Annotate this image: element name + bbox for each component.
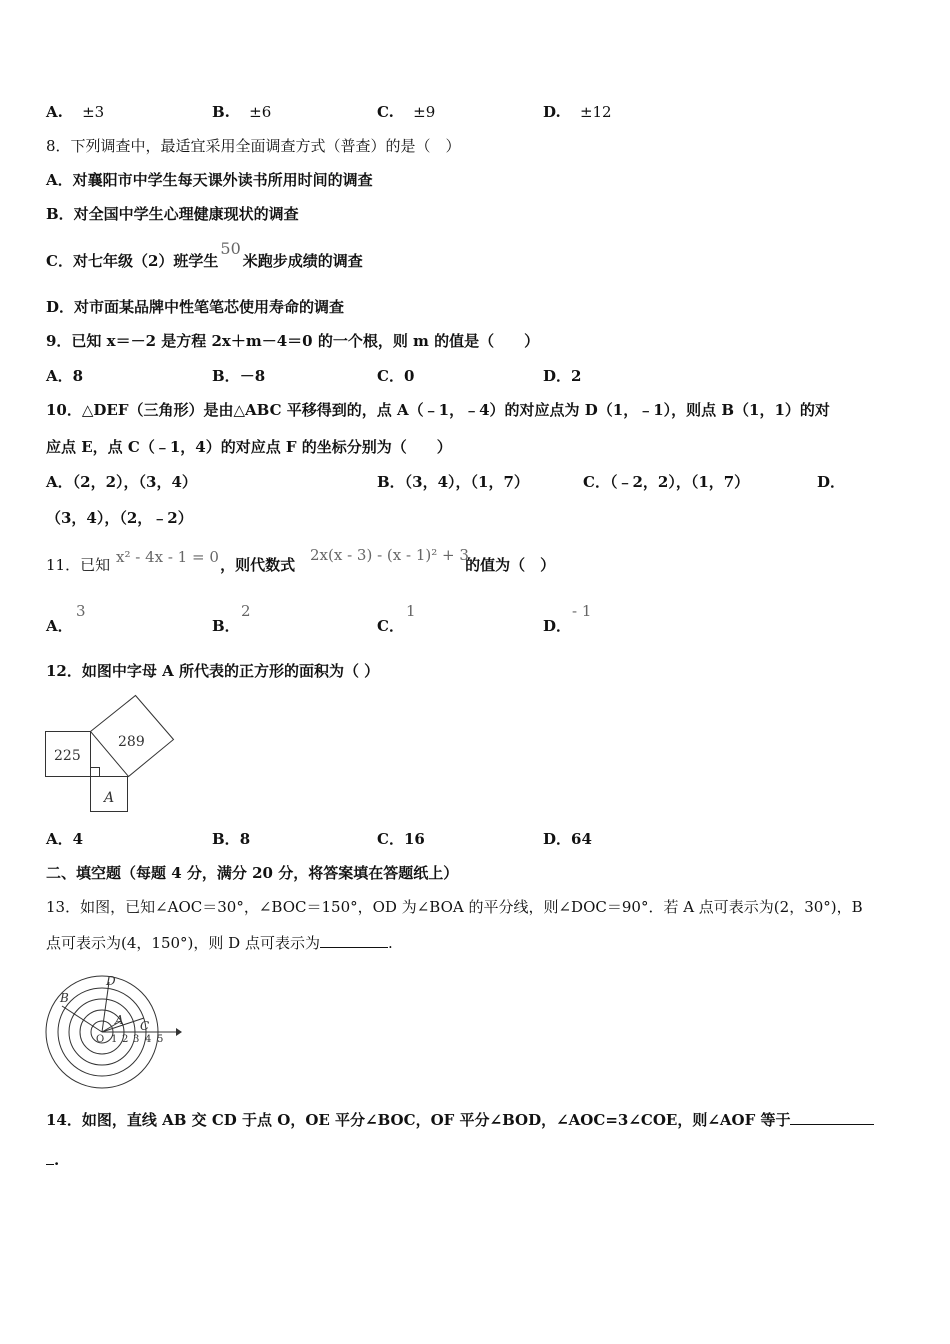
q12-option-d: D．64 bbox=[543, 830, 592, 848]
q12-right-angle-mark bbox=[91, 768, 100, 777]
q11-option-a-value: 3 bbox=[76, 602, 86, 620]
q13-label-a: A bbox=[115, 1013, 124, 1027]
q13-label-d: D bbox=[106, 974, 116, 988]
q8-option-b: B．对全国中学生心理健康现状的调查 bbox=[46, 205, 299, 223]
q13-axis-arrowhead bbox=[176, 1028, 182, 1036]
q10-option-b: B．（3，4），（1，7） bbox=[377, 473, 529, 491]
q12-option-b: B．8 bbox=[212, 830, 251, 848]
q12-label-right: 289 bbox=[118, 734, 145, 750]
q13-label-b: B bbox=[60, 991, 69, 1005]
q11-option-d: D． bbox=[543, 617, 572, 635]
q8-option-a: A．对襄阳市中学生每天课外读书所用时间的调查 bbox=[46, 171, 373, 189]
q14-stem-line2: . bbox=[46, 1150, 59, 1170]
q9-option-c: C．0 bbox=[377, 367, 415, 385]
q7-option-b: B. ±6 bbox=[212, 103, 272, 121]
q12-squares-figure bbox=[40, 690, 185, 815]
q13-tick-5: 5 bbox=[157, 1034, 164, 1045]
q10-option-d-text: （3，4），（2，﹣2） bbox=[46, 509, 193, 527]
q11-option-b: B． bbox=[212, 617, 240, 635]
q8-stem: 8．下列调查中，最适宜采用全面调查方式（普查）的是（ ） bbox=[46, 137, 461, 155]
q11-option-c: C． bbox=[377, 617, 404, 635]
q11-option-c-value: 1 bbox=[406, 602, 416, 620]
q13-label-o: O bbox=[96, 1034, 105, 1045]
q14-stem-line1: 14．如图，直线 AB 交 CD 于点 O，OE 平分∠BOC，OF 平分∠BOD，∠AOC=3∠COE，则∠AOF 等于 bbox=[46, 1110, 874, 1130]
q11-option-d-value: - 1 bbox=[572, 602, 592, 620]
q11-expression: 2x(x - 3) - (x - 1)² + 3 bbox=[310, 546, 469, 564]
q13-stem-line1: 13．如图，已知∠AOC＝30°，∠BOC＝150°，OD 为∠BOA 的平分线，则∠DOC＝90°．若 A 点可表示为(2，30°)，B bbox=[46, 898, 863, 916]
q12-stem: 12．如图中字母 A 所代表的正方形的面积为（ ） bbox=[46, 662, 380, 680]
q10-option-a: A．（2，2），（3，4） bbox=[46, 473, 197, 491]
q8-c-number: 50 bbox=[220, 239, 241, 258]
q13-ray-od bbox=[102, 982, 109, 1032]
q11-condition: x² - 4x - 1 = 0 bbox=[116, 548, 219, 566]
q13-tick-2: 2 bbox=[122, 1034, 129, 1045]
q7-option-d: D. ±12 bbox=[543, 103, 612, 121]
q12-option-a: A．4 bbox=[46, 830, 84, 848]
q11-option-a: A． bbox=[46, 617, 73, 635]
q9-option-b: B．－8 bbox=[212, 367, 266, 385]
q8-option-d: D．对市面某品牌中性笔笔芯使用寿命的调查 bbox=[46, 298, 345, 316]
q11-stem: 11．已知 ，则代数式 的值为（ ） bbox=[46, 556, 556, 574]
q10-option-c: C．（﹣2，2），（1，7） bbox=[583, 473, 750, 491]
q13-answer-blank[interactable] bbox=[320, 933, 388, 948]
q10-stem-line1: 10．△DEF（三角形）是由△ABC 平移得到的，点 A（﹣1，﹣4）的对应点为 D（1，﹣1），则点 B（1，1）的对 bbox=[46, 401, 830, 419]
q9-option-a: A．8 bbox=[46, 367, 84, 385]
q13-ray-ob bbox=[62, 1006, 102, 1032]
q9-stem: 9．已知 x＝－2 是方程 2x＋m－4＝0 的一个根，则 m 的值是（ ） bbox=[46, 332, 540, 350]
q13-stem-line2: 点可表示为(4，150°)，则 D 点可表示为 . bbox=[46, 934, 393, 952]
section2-heading: 二、填空题（每题 4 分，满分 20 分，将答案填在答题纸上） bbox=[46, 864, 459, 882]
q10-option-d-label: D． bbox=[817, 473, 846, 491]
q13-tick-3: 3 bbox=[133, 1034, 140, 1045]
q13-tick-4: 4 bbox=[145, 1034, 152, 1045]
q7-option-c: C. ±9 bbox=[377, 103, 436, 121]
q14-answer-blank[interactable] bbox=[790, 1110, 874, 1125]
q12-option-c: C．16 bbox=[377, 830, 425, 848]
q12-label-bottom: A bbox=[104, 790, 115, 806]
q10-stem-line2: 应点 E，点 C（﹣1，4）的对应点 F 的坐标分别为（ ） bbox=[46, 438, 452, 456]
q14-answer-blank-tail bbox=[46, 1150, 54, 1165]
q7-option-a: A. ±3 bbox=[46, 103, 105, 121]
q13-label-c: C bbox=[140, 1019, 150, 1033]
q13-tick-1: 1 bbox=[111, 1034, 118, 1045]
q12-label-left: 225 bbox=[54, 748, 81, 764]
q9-option-d: D．2 bbox=[543, 367, 582, 385]
q13-polar-figure bbox=[40, 968, 185, 1093]
q8-option-c: C．对七年级（2）班学生50米跑步成绩的调查 bbox=[46, 239, 363, 270]
q11-option-b-value: 2 bbox=[241, 602, 251, 620]
